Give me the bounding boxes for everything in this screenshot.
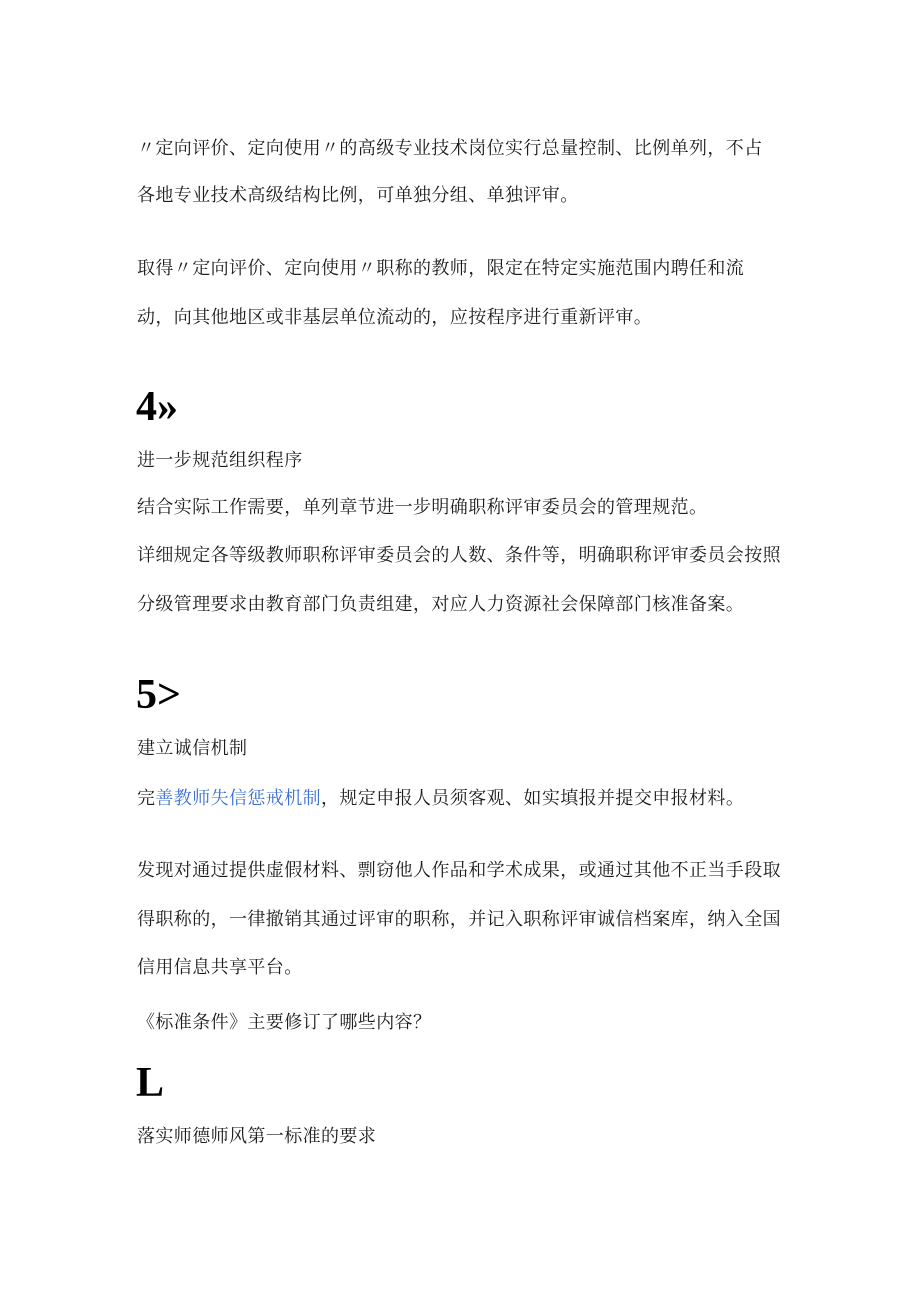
section-5-number: 5> xyxy=(136,672,181,718)
section-4-number: 4» xyxy=(136,384,178,430)
section-5-line-1 xyxy=(137,787,744,811)
section-5-paragraph-2-line-2: 得职称的，一律撤销其通过评审的职称，并记入职称评审诚信档案库，纳入全国 xyxy=(137,909,781,930)
paragraph-2-line-2: 动，向其他地区或非基层单位流动的，应按程序进行重新评审。 xyxy=(137,307,653,328)
section-l-title: 落实师德师风第一标准的要求 xyxy=(137,1126,377,1147)
section-5-line-1-prefix: 完 xyxy=(137,788,156,809)
paragraph-1-line-1: 〃定向评价、定向使用〃的高级专业技术岗位实行总量控制、比例单列，不占 xyxy=(137,138,763,159)
paragraph-2-line-1: 取得〃定向评价、定向使用〃职称的教师，限定在特定实施范围内聘任和流 xyxy=(137,258,745,279)
section-5-line-1-suffix: ，规定申报人员须客观、如实填报并提交申报材料。 xyxy=(321,788,745,809)
paragraph-1-line-2: 各地专业技术高级结构比例，可单独分组、单独评审。 xyxy=(137,185,579,206)
section-4-line-1: 结合实际工作需要，单列章节进一步明确职称评审委员会的管理规范。 xyxy=(137,497,708,518)
teacher-discredit-mechanism-link[interactable]: 善教师失信惩戒机制 xyxy=(155,788,322,809)
question-heading: 《标准条件》主要修订了哪些内容？ xyxy=(137,1012,432,1033)
section-5-paragraph-2-line-1: 发现对通过提供虚假材料、剽窃他人作品和学术成果，或通过其他不正当手段取 xyxy=(137,860,781,881)
section-l-number: L xyxy=(136,1060,165,1106)
section-5-title: 建立诚信机制 xyxy=(137,738,248,759)
section-4-title: 进一步规范组织程序 xyxy=(137,450,303,471)
section-4-line-2: 详细规定各等级教师职称评审委员会的人数、条件等，明确职称评审委员会按照 xyxy=(137,545,781,566)
section-4-line-3: 分级管理要求由教育部门负责组建，对应人力资源社会保障部门核准备案。 xyxy=(137,594,745,615)
section-5-paragraph-2-line-3: 信用信息共享平台。 xyxy=(137,957,303,978)
